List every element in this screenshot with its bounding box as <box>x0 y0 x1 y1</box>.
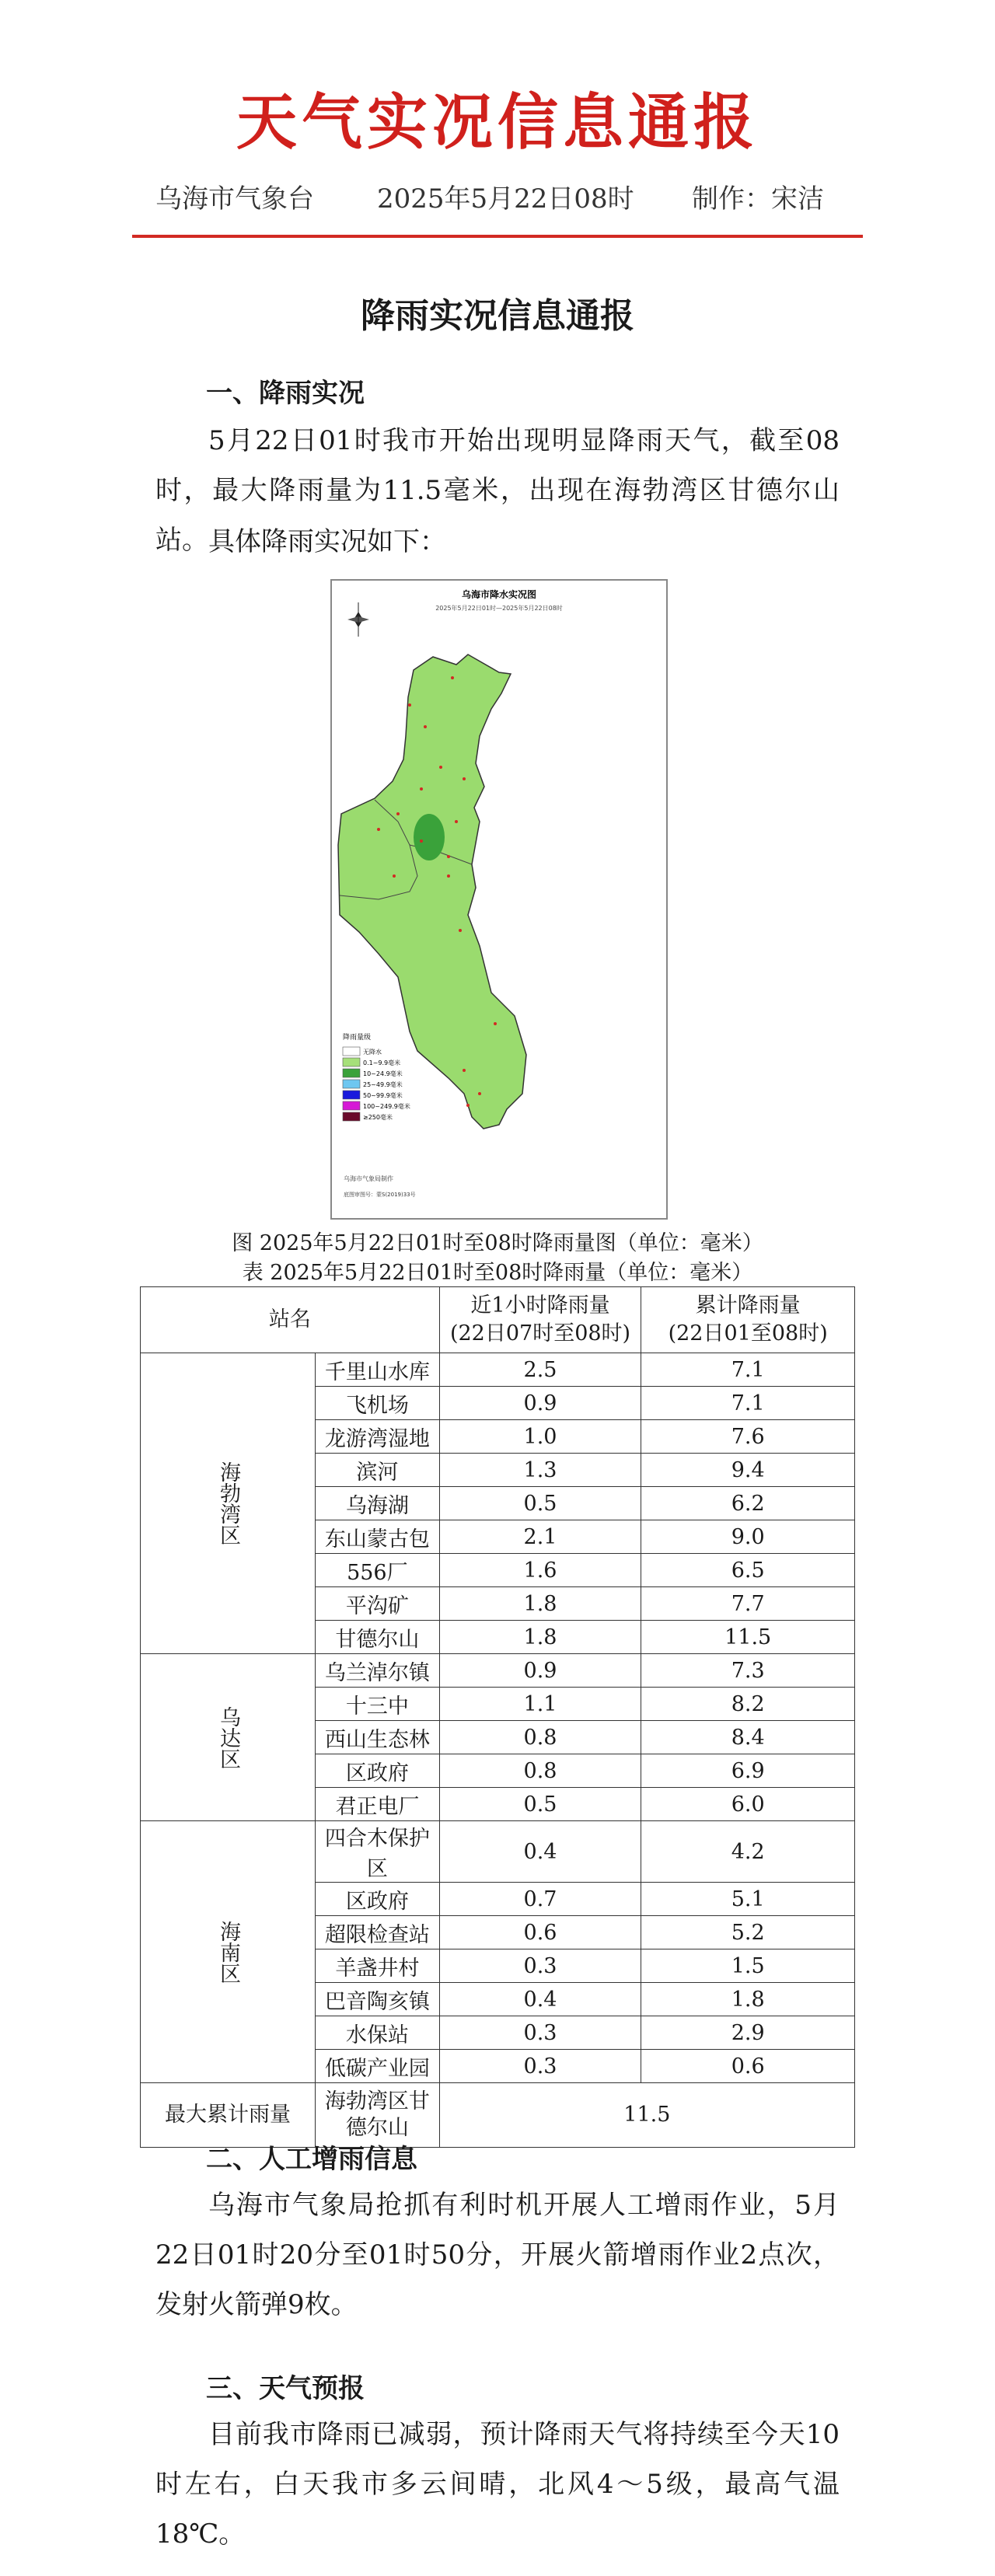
legend-label: 50~99.9毫米 <box>363 1092 403 1099</box>
header-hourly <box>439 1287 641 1353</box>
total-value: 1.8 <box>641 1983 855 2016</box>
legend-label: 0.1~9.9毫米 <box>363 1059 401 1066</box>
max-label: 最大累计雨量 <box>141 2083 316 2148</box>
legend-swatch <box>343 1091 360 1099</box>
hourly-value: 0.7 <box>439 1883 641 1916</box>
hourly-value: 0.8 <box>439 1721 641 1754</box>
hourly-value: 0.3 <box>439 2016 641 2050</box>
station-cell: 东山蒙古包 <box>316 1520 440 1554</box>
compass-icon <box>347 602 369 637</box>
header-total-line1: 累计降雨量 <box>695 1293 801 1318</box>
hourly-value: 1.8 <box>439 1587 641 1621</box>
total-value: 7.1 <box>641 1353 855 1387</box>
district-cell <box>141 1821 316 2083</box>
legend-label: 10~24.9毫米 <box>363 1070 403 1077</box>
legend-label: 无降水 <box>363 1049 382 1056</box>
total-value: 9.0 <box>641 1520 855 1554</box>
legend-swatch <box>343 1101 360 1110</box>
legend-swatch <box>343 1112 360 1121</box>
document-title: 降雨实况信息通报 <box>361 296 634 336</box>
district-name: 海南区 <box>216 1920 240 1984</box>
hourly-value: 0.4 <box>439 1821 641 1883</box>
header-total-line2: (22日01至08时) <box>668 1321 828 1346</box>
total-value: 7.3 <box>641 1654 855 1688</box>
total-value: 6.0 <box>641 1788 855 1821</box>
station-cell: 十三中 <box>316 1688 440 1721</box>
section1-intro: 具体降雨实况如下： <box>208 526 446 557</box>
section2-heading: 二、人工增雨信息 <box>206 2144 417 2175</box>
table-header-row <box>141 1287 855 1353</box>
total-value: 1.5 <box>641 1949 855 1983</box>
station-cell: 巴音陶亥镇 <box>316 1983 440 2016</box>
district-name: 乌达区 <box>216 1705 240 1769</box>
hourly-value: 1.6 <box>439 1554 641 1587</box>
station-cell: 龙游湾湿地 <box>316 1420 440 1454</box>
total-value: 6.2 <box>641 1487 855 1520</box>
hourly-value: 0.3 <box>439 1949 641 1983</box>
map-title: 乌海市降水实况图 <box>461 589 537 600</box>
hourly-value: 0.4 <box>439 1983 641 2016</box>
station-cell: 区政府 <box>316 1883 440 1916</box>
hourly-value: 0.3 <box>439 2050 641 2083</box>
figure-caption: 图 2025年5月22日01时至08时降雨量图（单位：毫米） <box>232 1231 763 1255</box>
legend-title: 降雨量级 <box>343 1034 372 1042</box>
station-cell: 四合木保护区 <box>316 1821 440 1883</box>
hourly-value: 1.0 <box>439 1420 641 1454</box>
station-cell: 平沟矿 <box>316 1587 440 1621</box>
total-value: 5.2 <box>641 1916 855 1949</box>
hourly-value: 0.9 <box>439 1654 641 1688</box>
legend-swatch <box>343 1047 360 1056</box>
header-hourly-line2: (22日07时至08时) <box>449 1321 631 1346</box>
total-value: 6.5 <box>641 1554 855 1587</box>
total-value: 5.1 <box>641 1883 855 1916</box>
legend-swatch <box>343 1080 360 1088</box>
map-region <box>338 654 526 1129</box>
issue-datetime: 2025年5月22日08时 <box>377 183 634 215</box>
hourly-value: 2.5 <box>439 1353 641 1387</box>
header-hourly-line1: 近1小时降雨量 <box>470 1293 610 1318</box>
legend-swatch <box>343 1069 360 1077</box>
header-divider <box>132 235 863 238</box>
total-value: 2.9 <box>641 2016 855 2050</box>
station-cell: 乌兰淖尔镇 <box>316 1654 440 1688</box>
map-credit: 乌海市气象局制作 <box>344 1175 393 1182</box>
total-value: 0.6 <box>641 2050 855 2083</box>
legend-label: 25~49.9毫米 <box>363 1081 403 1088</box>
table-row <box>141 1821 855 1883</box>
district-cell <box>141 1654 316 1821</box>
section3-heading: 三、天气预报 <box>206 2373 365 2404</box>
max-station: 海勃湾区甘德尔山 <box>316 2083 440 2148</box>
hourly-value: 0.6 <box>439 1916 641 1949</box>
hourly-value: 0.8 <box>439 1754 641 1788</box>
map-subtitle: 2025年5月22日01时—2025年5月22日08时 <box>435 605 563 612</box>
total-value: 8.2 <box>641 1688 855 1721</box>
legend-swatch <box>343 1058 360 1066</box>
station-cell: 千里山水库 <box>316 1353 440 1387</box>
total-value: 7.7 <box>641 1587 855 1621</box>
hourly-value: 2.1 <box>439 1520 641 1554</box>
total-value: 7.1 <box>641 1387 855 1420</box>
header-total <box>641 1287 855 1353</box>
header-station: 站名 <box>141 1287 440 1353</box>
max-value: 11.5 <box>439 2083 854 2148</box>
legend-label: ≥250毫米 <box>363 1114 393 1121</box>
total-value: 8.4 <box>641 1721 855 1754</box>
station-cell: 西山生态林 <box>316 1721 440 1754</box>
section2-paragraph: 乌海市气象局抢抓有利时机开展人工增雨作业，5月22日01时20分至01时50分，开展火箭增雨作业2点次，发射火箭弹9枚。 <box>155 2190 840 2320</box>
district-name: 海勃湾区 <box>216 1461 240 1545</box>
station-cell: 556厂 <box>316 1554 440 1587</box>
hourly-value: 0.9 <box>439 1387 641 1420</box>
section1-heading: 一、降雨实况 <box>206 378 365 409</box>
station-cell: 乌海湖 <box>316 1487 440 1520</box>
author: 制作：宋洁 <box>692 183 824 215</box>
station-cell: 滨河 <box>316 1454 440 1487</box>
table-caption: 表 2025年5月22日01时至08时降雨量（单位：毫米） <box>242 1261 753 1285</box>
hourly-value: 0.5 <box>439 1487 641 1520</box>
hourly-value: 0.5 <box>439 1788 641 1821</box>
table-row <box>141 1353 855 1387</box>
station-cell: 羊盏井村 <box>316 1949 440 1983</box>
total-value: 7.6 <box>641 1420 855 1454</box>
section3-paragraph: 目前我市降雨已减弱，预计降雨天气将持续至今天10时左右，白天我市多云间晴，北风4～5级，最高气温18℃。 <box>155 2419 840 2550</box>
hourly-value: 1.8 <box>439 1621 641 1654</box>
hourly-value: 1.1 <box>439 1688 641 1721</box>
map-legend <box>343 1047 410 1121</box>
total-value: 6.9 <box>641 1754 855 1788</box>
rainfall-table <box>140 1286 855 2148</box>
hourly-value: 1.3 <box>439 1454 641 1487</box>
map-approval-number: 底图审图号：蒙S(2019)33号 <box>344 1192 416 1198</box>
section1-paragraph: 5月22日01时我市开始出现明显降雨天气，截至08时，最大降雨量为11.5毫米，出现在海勃湾区甘德尔山站。 <box>155 425 840 556</box>
station-cell: 飞机场 <box>316 1387 440 1420</box>
total-value: 4.2 <box>641 1821 855 1883</box>
district-cell <box>141 1353 316 1654</box>
station-cell: 区政府 <box>316 1754 440 1788</box>
table-row <box>141 1654 855 1688</box>
masthead-title: 天气实况信息通报 <box>236 87 759 158</box>
station-cell: 低碳产业园 <box>316 2050 440 2083</box>
station-cell: 水保站 <box>316 2016 440 2050</box>
map-rain-core <box>414 814 445 860</box>
total-value: 9.4 <box>641 1454 855 1487</box>
station-cell: 君正电厂 <box>316 1788 440 1821</box>
station-cell: 超限检查站 <box>316 1916 440 1949</box>
total-value: 11.5 <box>641 1621 855 1654</box>
issuer-org: 乌海市气象台 <box>155 183 314 215</box>
legend-label: 100~249.9毫米 <box>363 1103 410 1110</box>
rainfall-map <box>330 579 668 1220</box>
station-cell: 甘德尔山 <box>316 1621 440 1654</box>
